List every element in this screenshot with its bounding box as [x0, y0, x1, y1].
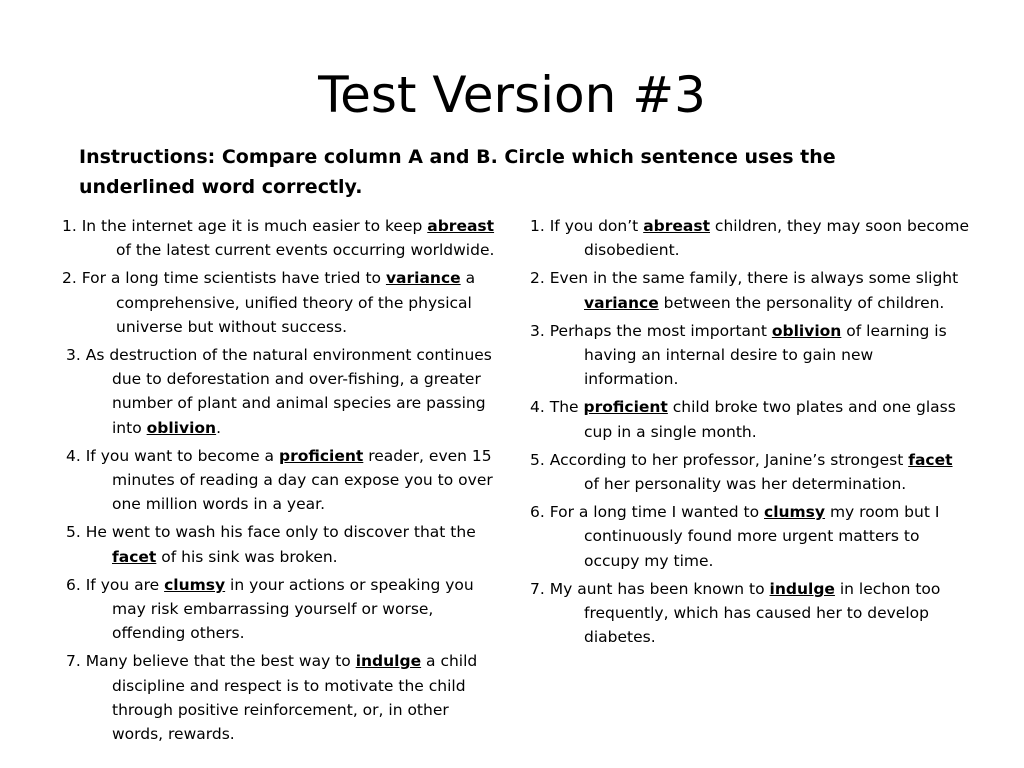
sentence-text-before: If you don’t [549, 217, 644, 235]
underlined-word: proficient [278, 446, 364, 465]
sentence-b-3 [530, 319, 970, 392]
sentence-text-before: If you want to become a [85, 446, 279, 465]
sentence-text-before: He went to wash his face only to discover that the [85, 523, 476, 542]
sentence-text-after: between the personality of children. [658, 293, 945, 312]
sentence-b-2 [530, 266, 970, 314]
item-number: 3. [66, 346, 81, 365]
underlined-word: abreast [427, 217, 495, 235]
sentence-text-after: children, they may soon become disobedient. [584, 217, 970, 260]
sentence-text-before: Perhaps the most important [549, 321, 772, 340]
sentence-a-1 [62, 214, 502, 262]
sentence-text-after: a child discipline and respect is to motivate the child through positive reinforcement, or, in other words, rewards. [112, 652, 478, 744]
sentence-text-after: of learning is having an internal desire to gain new information. [584, 321, 947, 389]
sentence-b-6 [530, 500, 970, 573]
underlined-word: variance [584, 293, 659, 312]
instructions: Instructions: Compare column A and B. Circle which sentence uses the underlined word correctly. [79, 146, 836, 198]
underlined-word: clumsy [164, 575, 226, 594]
sentence-text-before: According to her professor, Janine’s strongest [549, 450, 909, 469]
underlined-word: variance [385, 269, 461, 288]
sentence-text-before: The [549, 398, 584, 417]
sentence-text-after: my room but I continuously found more urgent matters to occupy my time. [584, 503, 940, 570]
sentence-text-before: In the internet age it is much easier to keep [81, 217, 428, 235]
underlined-word: proficient [583, 398, 668, 417]
sentence-text-after: in your actions or speaking you may risk embarrassing yourself or worse, offending others. [112, 575, 474, 643]
sentence-b-7 [530, 577, 970, 650]
underlined-word: abreast [643, 217, 710, 235]
sentence-b-1 [530, 214, 970, 262]
sentence-text-after: . [216, 418, 222, 437]
underlined-word: indulge [355, 652, 422, 671]
sentence-text-before: Many believe that the best way to [85, 652, 356, 671]
sentence-text-after: of her personality was her determination. [584, 475, 907, 494]
sentence-a-5 [62, 520, 502, 568]
sentence-b-4 [530, 395, 970, 443]
sentence-text-after: a comprehensive, unified theory of the physical universe but without success. [116, 269, 476, 336]
underlined-word: indulge [769, 579, 835, 598]
item-number: 6. [66, 575, 81, 594]
item-number: 7. [66, 652, 81, 671]
item-number: 5. [530, 450, 545, 469]
item-number: 2. [62, 269, 77, 288]
underlined-word: oblivion [146, 418, 217, 437]
sentence-text-before: For a long time scientists have tried to [81, 269, 386, 288]
sentence-a-7 [62, 649, 502, 746]
sentence-text-after: reader, even 15 minutes of reading a day can expose you to over one million words in a year. [112, 446, 493, 514]
column-b [530, 214, 970, 653]
item-number: 1. [530, 217, 545, 235]
sentence-text-after: of his sink was broken. [156, 547, 338, 566]
sentence-text-after: of the latest current events occurring worldwide. [116, 241, 495, 260]
underlined-word: clumsy [764, 503, 826, 522]
item-number: 6. [530, 503, 545, 522]
sentence-a-3 [62, 343, 502, 440]
sentence-a-6 [62, 573, 502, 646]
sentence-text-after: in lechon too frequently, which has caused her to develop diabetes. [584, 579, 941, 647]
sentence-text-before: For a long time I wanted to [549, 503, 764, 522]
item-number: 7. [530, 579, 545, 598]
underlined-word: facet [908, 450, 953, 469]
item-number: 1. [62, 217, 77, 235]
item-number: 4. [66, 446, 81, 465]
item-number: 2. [530, 269, 545, 288]
sentence-text-before: As destruction of the natural environment continues due to deforestation and over-fishing, a greater number of plant and animal species are passing into [85, 346, 492, 437]
sentence-b-5 [530, 448, 970, 496]
underlined-word: oblivion [771, 321, 842, 340]
sentence-text-before: If you are [85, 575, 165, 594]
item-number: 5. [66, 523, 81, 542]
column-a [62, 214, 502, 750]
sentence-a-2 [62, 266, 502, 339]
sentence-text-before: Even in the same family, there is always some slight [549, 269, 959, 288]
underlined-word: facet [112, 547, 157, 566]
page-title: Test Version #3 [318, 66, 706, 124]
sentence-a-4 [62, 444, 502, 517]
sentence-text-before: My aunt has been known to [549, 579, 770, 598]
sentence-text-after: child broke two plates and one glass cup in a single month. [584, 398, 956, 441]
item-number: 4. [530, 398, 545, 417]
item-number: 3. [530, 321, 545, 340]
